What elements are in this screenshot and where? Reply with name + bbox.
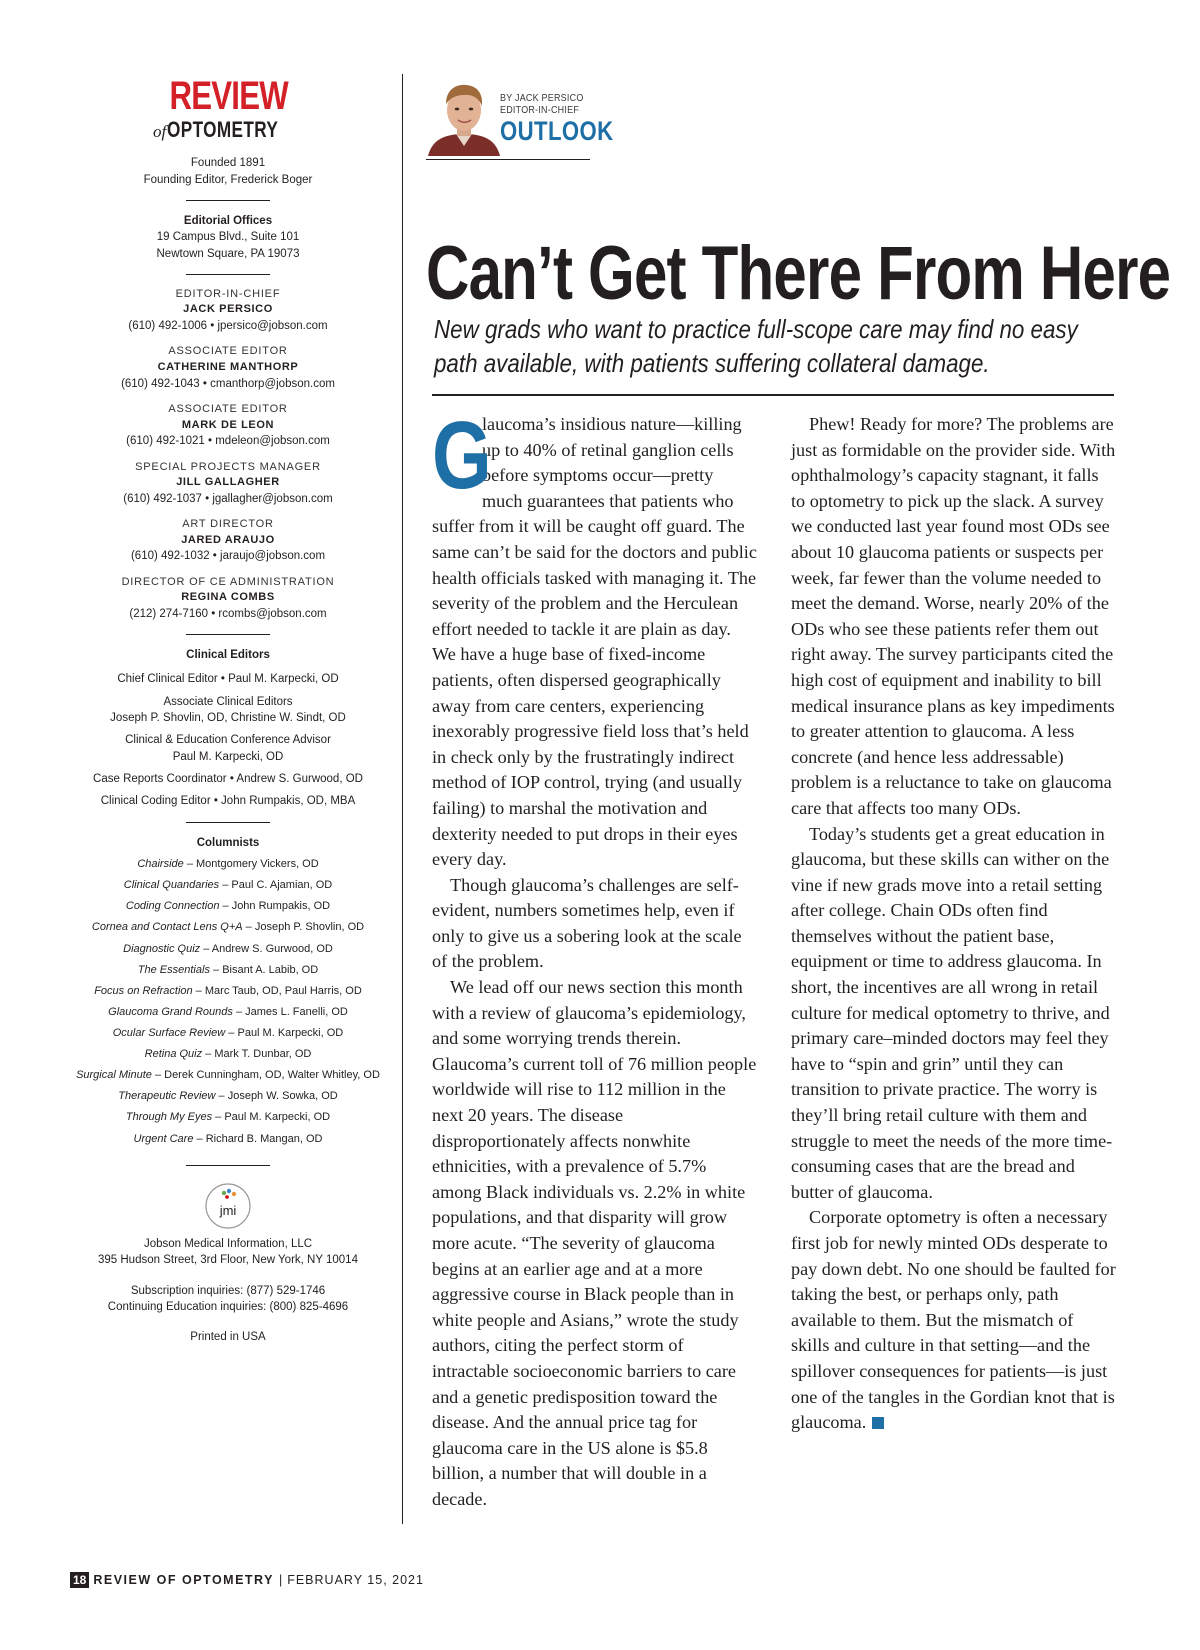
first-paragraph-text: laucoma’s insidious nature—killing up to 40% of retinal ganglion cells before symptoms occur—pretty much guarantees that patients who suffer from it will be caught off guard. The same can’t be said for the doctors and public health officials tasked with managing it. The severity of the problem and the Herculean effort needed to tackle it are plain as day. We have a huge base of fixed-income patients, often dispersed geographically away from care centers, experiencing inexorably progressive field loss that’s held in check only by the frustratingly indirect method of IOP control, trying (and usually failing) to marshal the motivation and dexterity needed to put drops in their eyes every day. bbox=[432, 414, 757, 870]
columnist-column: Clinical Quandaries bbox=[123, 879, 220, 892]
columnist-entry: Clinical Quandaries – Paul C. Ajamian, OD bbox=[123, 879, 333, 892]
article-paragraph bbox=[432, 402, 757, 873]
jmi-logo-icon bbox=[202, 1180, 254, 1232]
founded-text: Founded 1891 bbox=[190, 157, 266, 170]
article-paragraph: Today’s students get a great education in glaucoma, but these skills can wither on the vine if new grads move into a retail setting after college. Chain ODs often find themselves without the patient base, equipment or time to address glaucoma. In short, the incentives are all wrong in retail culture for medical optometry to thrive, and primary care–minded doctors may feel they have to “spin and grin” until they can transition to private practice. The worry is they’ll bring retail culture with them and struggle to meet the needs of the more time-consuming cases that are the bread and butter of glaucoma. bbox=[791, 823, 1113, 1202]
staff-contact: (610) 492-1032 • jaraujo@jobson.com bbox=[130, 550, 326, 563]
columnist-column: Retina Quiz bbox=[144, 1048, 203, 1061]
staff-contact: (610) 492-1043 • cmanthorp@jobson.com bbox=[121, 377, 335, 390]
staff-role: DIRECTOR OF CE ADMINISTRATION bbox=[121, 575, 335, 588]
footer-separator: | bbox=[278, 1573, 283, 1587]
columnist-entry: Therapeutic Review – Joseph W. Sowka, OD bbox=[118, 1090, 338, 1103]
page-footer bbox=[70, 1572, 424, 1588]
columnist-author: Montgomery Vickers, OD bbox=[196, 858, 319, 871]
footer-magazine-name: REVIEW OF OPTOMETRY bbox=[93, 1573, 274, 1587]
publisher-address: 395 Hudson Street, 3rd Floor, New York, NY 10014 bbox=[98, 1254, 358, 1267]
clinical-editor-line1: Clinical Coding Editor • John Rumpakis, OD, MBA bbox=[100, 795, 356, 808]
printed-in: Printed in USA bbox=[190, 1331, 266, 1344]
columnist-entry: Urgent Care – Richard B. Mangan, OD bbox=[133, 1132, 323, 1145]
staff-entry bbox=[70, 460, 386, 508]
founding-editor-text: Founding Editor, Frederick Boger bbox=[143, 173, 313, 186]
masthead-divider bbox=[186, 274, 270, 275]
clinical-editors-heading: Clinical Editors bbox=[186, 649, 270, 662]
columnist-author: James L. Fanelli, OD bbox=[245, 1005, 348, 1018]
staff-contact: (212) 274-7160 • rcombs@jobson.com bbox=[129, 607, 327, 620]
offices-address-line2: Newtown Square, PA 19073 bbox=[156, 247, 300, 260]
columnist-entry: Diagnostic Quiz – Andrew S. Gurwood, OD bbox=[123, 942, 333, 955]
columnist-author: Paul M. Karpecki, OD bbox=[224, 1111, 331, 1124]
staff-entry bbox=[70, 287, 386, 335]
staff-contact: (610) 492-1021 • mdeleon@jobson.com bbox=[126, 435, 330, 448]
clinical-editor-line2: Joseph P. Shovlin, OD, Christine W. Sindt, OD bbox=[110, 712, 346, 725]
drop-cap: G bbox=[432, 402, 492, 509]
article-paragraph bbox=[791, 1205, 1116, 1435]
columnist-column: Chairside bbox=[137, 858, 184, 871]
title-rule bbox=[432, 394, 1114, 396]
staff-name: MARK DE LEON bbox=[181, 418, 275, 431]
staff-role: SPECIAL PROJECTS MANAGER bbox=[135, 460, 321, 473]
ce-inquiries: Continuing Education inquiries: (800) 825-4696 bbox=[107, 1301, 349, 1314]
clinical-editor-entry bbox=[70, 771, 386, 787]
author-photo bbox=[426, 78, 502, 156]
columnist-author: Mark T. Dunbar, OD bbox=[214, 1048, 312, 1061]
byline: BY JACK PERSICO bbox=[500, 92, 584, 104]
clinical-editor-line2: Paul M. Karpecki, OD bbox=[172, 750, 284, 763]
page-number: 18 bbox=[70, 1572, 89, 1588]
offices-address-line1: 19 Campus Blvd., Suite 101 bbox=[156, 231, 300, 244]
columnist-column: Focus on Refraction bbox=[94, 984, 193, 997]
clinical-editor-line1: Clinical & Education Conference Advisor bbox=[125, 734, 331, 747]
masthead-divider bbox=[186, 200, 270, 201]
clinical-editor-line1: Chief Clinical Editor • Paul M. Karpecki, OD bbox=[117, 673, 339, 686]
subscription-inquiries: Subscription inquiries: (877) 529-1746 bbox=[130, 1284, 326, 1297]
columnist-entry: Cornea and Contact Lens Q+A – Joseph P. Shovlin, OD bbox=[91, 921, 365, 934]
columnist-entry: Surgical Minute – Derek Cunningham, OD, Walter Whitley, OD bbox=[76, 1069, 380, 1082]
columnist-column: Ocular Surface Review bbox=[112, 1026, 226, 1039]
jmi-logo-text: jmi bbox=[219, 1203, 237, 1219]
staff-role: ASSOCIATE EDITOR bbox=[168, 345, 288, 358]
article-paragraph: We lead off our news section this month with a review of glaucoma’s epidemiology, and some worrying trends therein. Glaucoma’s current toll of 76 million people worldwide will rise to 112 million in the next 20 years. The disease disproportionately affects nonwhite ethnicities, with a prevalence of 5.7% among Black individuals vs. 2.2% in white populations, and that disparity will grow more acute. “The severity of glaucoma begins at an earlier age and at a more aggressive course in Black people than in white people and Asians,” wrote the study authors, citing the perfect storm of intractable socioeconomic barriers to care and a genetic predisposition toward the disease. And the annual price tag for glaucoma care in the US alone is $5.8 billion, a number that will double in a decade. bbox=[432, 977, 757, 1509]
end-mark-icon bbox=[872, 1417, 884, 1429]
columnist-author: Joseph W. Sowka, OD bbox=[227, 1090, 338, 1103]
logo-line2 bbox=[153, 114, 303, 145]
clinical-editor-entry bbox=[70, 694, 386, 727]
logo-word-of: of bbox=[153, 122, 167, 141]
masthead-divider bbox=[186, 822, 270, 823]
columnist-entry: Glaucoma Grand Rounds – James L. Fanelli, OD bbox=[108, 1005, 348, 1018]
columnist-column: The Essentials bbox=[137, 963, 210, 976]
article-deck: New grads who want to practice full-scope care may find no easy path available, with patients suffering collateral damage. bbox=[434, 314, 1078, 378]
publisher-name: Jobson Medical Information, LLC bbox=[143, 1238, 313, 1251]
column-divider bbox=[402, 74, 403, 1524]
staff-entry bbox=[70, 402, 386, 450]
offices-heading: Editorial Offices bbox=[183, 214, 273, 227]
columnist-author: Marc Taub, OD, Paul Harris, OD bbox=[204, 984, 362, 997]
masthead-divider bbox=[186, 634, 270, 635]
columnist-column: Coding Connection bbox=[125, 900, 220, 913]
staff-role: ART DIRECTOR bbox=[182, 518, 274, 531]
columnist-entry: Retina Quiz – Mark T. Dunbar, OD bbox=[144, 1048, 312, 1061]
columnist-author: Paul M. Karpecki, OD bbox=[237, 1026, 344, 1039]
review-of-optometry-logo bbox=[153, 76, 303, 145]
staff-name: JARED ARAUJO bbox=[181, 533, 275, 546]
masthead bbox=[70, 76, 386, 1346]
columnist-column: Glaucoma Grand Rounds bbox=[108, 1005, 233, 1018]
columnist-column: Urgent Care bbox=[133, 1132, 194, 1145]
clinical-editor-entry bbox=[70, 671, 386, 687]
logo-word-optometry: OPTOMETRY bbox=[167, 117, 279, 142]
logo-word-review: REVIEW bbox=[169, 74, 288, 118]
article-paragraph: Phew! Ready for more? The problems are just as formidable on the provider side. With ophthalmology’s capacity stagnant, it falls to optometry to pick up the slack. A survey we conducted last year found most ODs see about 10 glaucoma patients or suspects per week, far fewer than the volume needed to meet the demand. Worse, nearly 20% of the ODs who see these patients refer them out right away. The survey participants cited the high cost of equipment and inability to bill medical insurance plans as key impediments to greater attention to glaucoma. A less concrete (and hence less addressable) problem is a reluctance to take on glaucoma care that affects too many ODs. bbox=[791, 414, 1116, 818]
staff-contact: (610) 492-1037 • jgallagher@jobson.com bbox=[123, 492, 333, 505]
final-paragraph-text: Corporate optometry is often a necessary first job for newly minted ODs desperate to pay down debt. No one should be faulted for taking the best, or perhaps only, path available to them. But the mismatch of skills and culture in that setting—and the spillover consequences for patients—is just one of the tangles in the Gordian knot that is glaucoma. bbox=[791, 1207, 1116, 1433]
columnist-column: Surgical Minute bbox=[76, 1069, 152, 1082]
columnist-author: Richard B. Mangan, OD bbox=[205, 1132, 323, 1145]
staff-name: JILL GALLAGHER bbox=[176, 476, 280, 489]
staff-role: ASSOCIATE EDITOR bbox=[168, 402, 288, 415]
author-block bbox=[500, 92, 639, 146]
article-headline: Can’t Get There From Here bbox=[426, 231, 1171, 316]
columnist-entry: The Essentials – Bisant A. Labib, OD bbox=[137, 963, 319, 976]
columnist-column: Cornea and Contact Lens Q+A bbox=[91, 921, 243, 934]
author-title: EDITOR-IN-CHIEF bbox=[500, 104, 580, 116]
columnists-list bbox=[70, 857, 386, 1147]
staff-entry bbox=[70, 517, 386, 565]
columnist-author: Bisant A. Labib, OD bbox=[222, 963, 319, 976]
columnist-entry: Ocular Surface Review – Paul M. Karpecki, OD bbox=[112, 1026, 344, 1039]
columnist-entry: Through My Eyes – Paul M. Karpecki, OD bbox=[125, 1111, 331, 1124]
columnist-author: John Rumpakis, OD bbox=[231, 900, 331, 913]
staff-entry bbox=[70, 575, 386, 623]
article-paragraph: Though glaucoma’s challenges are self-evident, numbers sometimes help, even if only to give us a sobering look at the scale of the problem. bbox=[432, 874, 742, 972]
clinical-editor-line1: Associate Clinical Editors bbox=[163, 695, 293, 708]
columnist-entry: Focus on Refraction – Marc Taub, OD, Paul Harris, OD bbox=[94, 984, 362, 997]
staff-name: CATHERINE MANTHORP bbox=[157, 361, 299, 374]
columnist-author: Paul C. Ajamian, OD bbox=[231, 879, 333, 892]
footer-date: FEBRUARY 15, 2021 bbox=[287, 1573, 424, 1587]
staff-name: REGINA COMBS bbox=[181, 591, 275, 604]
staff-list bbox=[70, 287, 386, 622]
header-rule bbox=[426, 159, 590, 160]
columnist-entry: Coding Connection – John Rumpakis, OD bbox=[125, 900, 331, 913]
staff-entry bbox=[70, 344, 386, 392]
staff-role: EDITOR-IN-CHIEF bbox=[175, 287, 281, 300]
columnist-author: Andrew S. Gurwood, OD bbox=[211, 942, 333, 955]
staff-contact: (610) 492-1006 • jpersico@jobson.com bbox=[128, 320, 328, 333]
columnist-column: Through My Eyes bbox=[125, 1111, 213, 1124]
clinical-editors-list bbox=[70, 671, 386, 809]
clinical-editor-entry bbox=[70, 732, 386, 765]
clinical-editor-line1: Case Reports Coordinator • Andrew S. Gurwood, OD bbox=[93, 773, 363, 786]
staff-name: JACK PERSICO bbox=[183, 303, 273, 316]
columnist-author: Joseph P. Shovlin, OD bbox=[254, 921, 365, 934]
article-body bbox=[432, 402, 1116, 1526]
masthead-divider bbox=[186, 1165, 270, 1166]
columnist-column: Diagnostic Quiz bbox=[123, 942, 201, 955]
clinical-editor-entry bbox=[70, 793, 386, 809]
columnist-author: Derek Cunningham, OD, Walter Whitley, OD bbox=[164, 1069, 380, 1082]
section-label: OUTLOOK bbox=[500, 116, 614, 146]
columnist-column: Therapeutic Review bbox=[118, 1090, 216, 1103]
columnists-heading: Columnists bbox=[196, 836, 260, 849]
columnist-entry: Chairside – Montgomery Vickers, OD bbox=[137, 858, 319, 871]
